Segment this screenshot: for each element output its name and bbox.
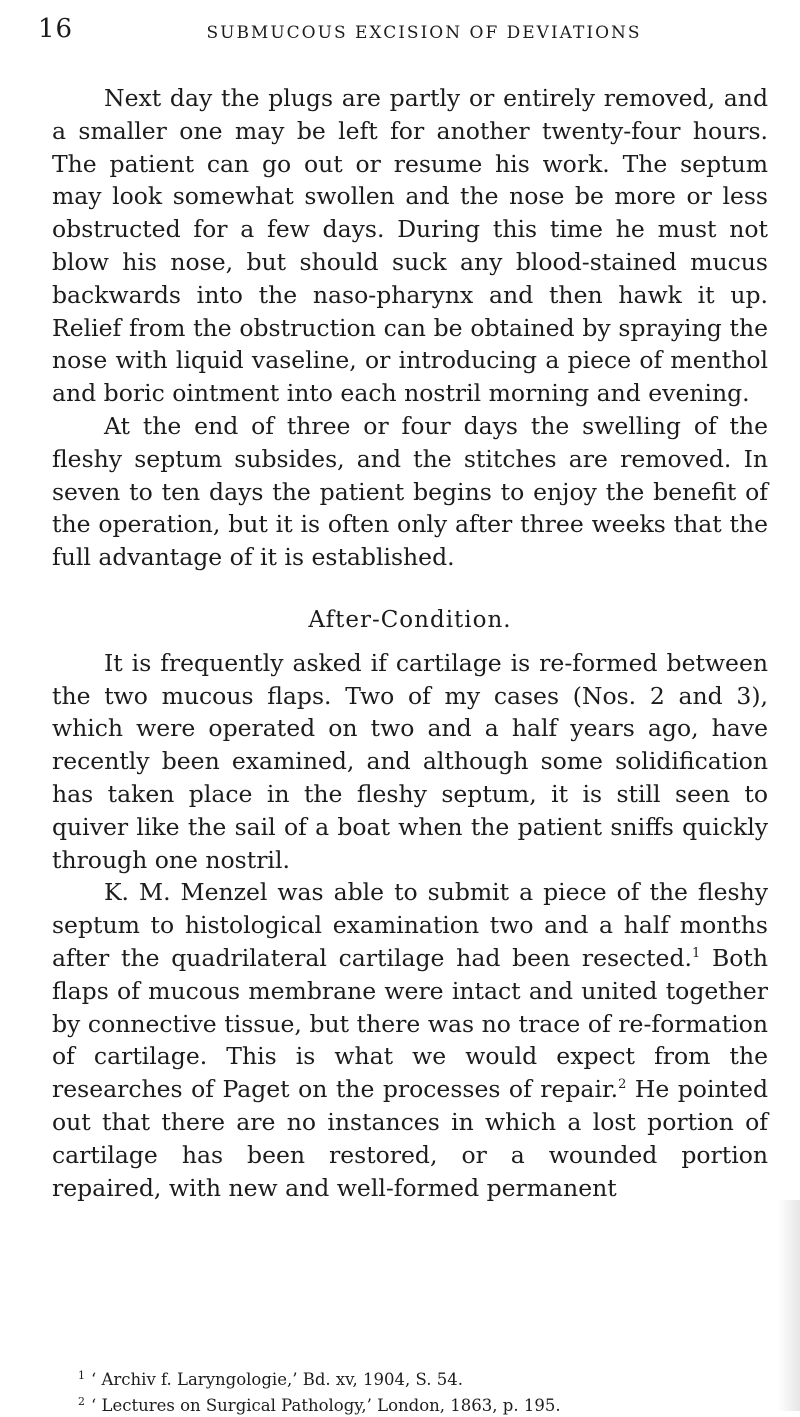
footnote-1 [78,1365,768,1391]
footnote-2-text: ‘ Lectures on Surgical Pathology,’ London, 1863, p. 195. [91,1396,561,1415]
page-number: 16 [38,14,74,44]
paragraph-swelling-subsides: At the end of three or four days the swelling of the fleshy septum subsides, and the stitches are removed. In seven to ten days the patient begins to enjoy the benefit of the operation, but it is often only after three weeks that the full advantage of it is established. [52,411,768,572]
footnote-1-text: ‘ Archiv f. Laryngologie,’ Bd. xv, 1904, S. 54. [91,1370,463,1389]
paragraph-menzel-part-a: K. M. Menzel was able to submit a piece of the fleshy septum to histological examination two and a half months after the quadrilateral cartilage had been resected. [52,878,768,972]
paragraph-menzel [52,876,768,1204]
footnote-2-number: 2 [78,1395,85,1408]
footnote-2 [78,1391,768,1417]
footnotes [78,1365,768,1417]
footnote-ref-2: 2 [618,1077,627,1093]
page-header [38,14,758,54]
page-edge-shadow [778,1200,800,1411]
paragraph-cartilage-reformed: It is frequently asked if cartilage is re-formed between the two mucous flaps. Two of my cases (Nos. 2 and 3), which were operated on two and a half years ago, have recently been examined, and although some solidification has taken place in the fleshy septum, it is still seen to quiver like the sail of a boat when the patient sniffs quickly through one nostril. [52,648,768,874]
footnote-1-number: 1 [78,1369,85,1382]
footnote-ref-1: 1 [691,945,701,961]
paragraph-menzel-part-c: He pointed out that there are no instances in which a lost portion of cartilage has been restored, or a wounded portion repaired, with new and well-formed permanent [52,1075,768,1202]
paragraph-plugs-removed: Next day the plugs are partly or entirely removed, and a smaller one may be left for another twenty-four hours. The patient can go out or resume his work. The septum may look somewhat swollen and the nose be more or less obstructed for a few days. During this time he must not blow his nose, but should suck any blood-stained mucus backwards into the naso-pharynx and then hawk it up. Relief from the obstruction can be obtained by spraying the nose with liquid vaseline, or introducing a piece of menthol and boric ointment into each nostril morning and evening. [52,84,768,408]
running-head: SUBMUCOUS EXCISION OF DEVIATIONS [206,23,642,43]
body-text [52,82,768,1204]
section-heading: After-Condition. [308,606,512,633]
paragraph-menzel-part-b: Both flaps of mucous membrane were intact and united together by connective tissue, but there was no trace of re-formation of cartilage. This is what we would expect from the researches of Paget on the processes of repair. [52,943,768,1104]
